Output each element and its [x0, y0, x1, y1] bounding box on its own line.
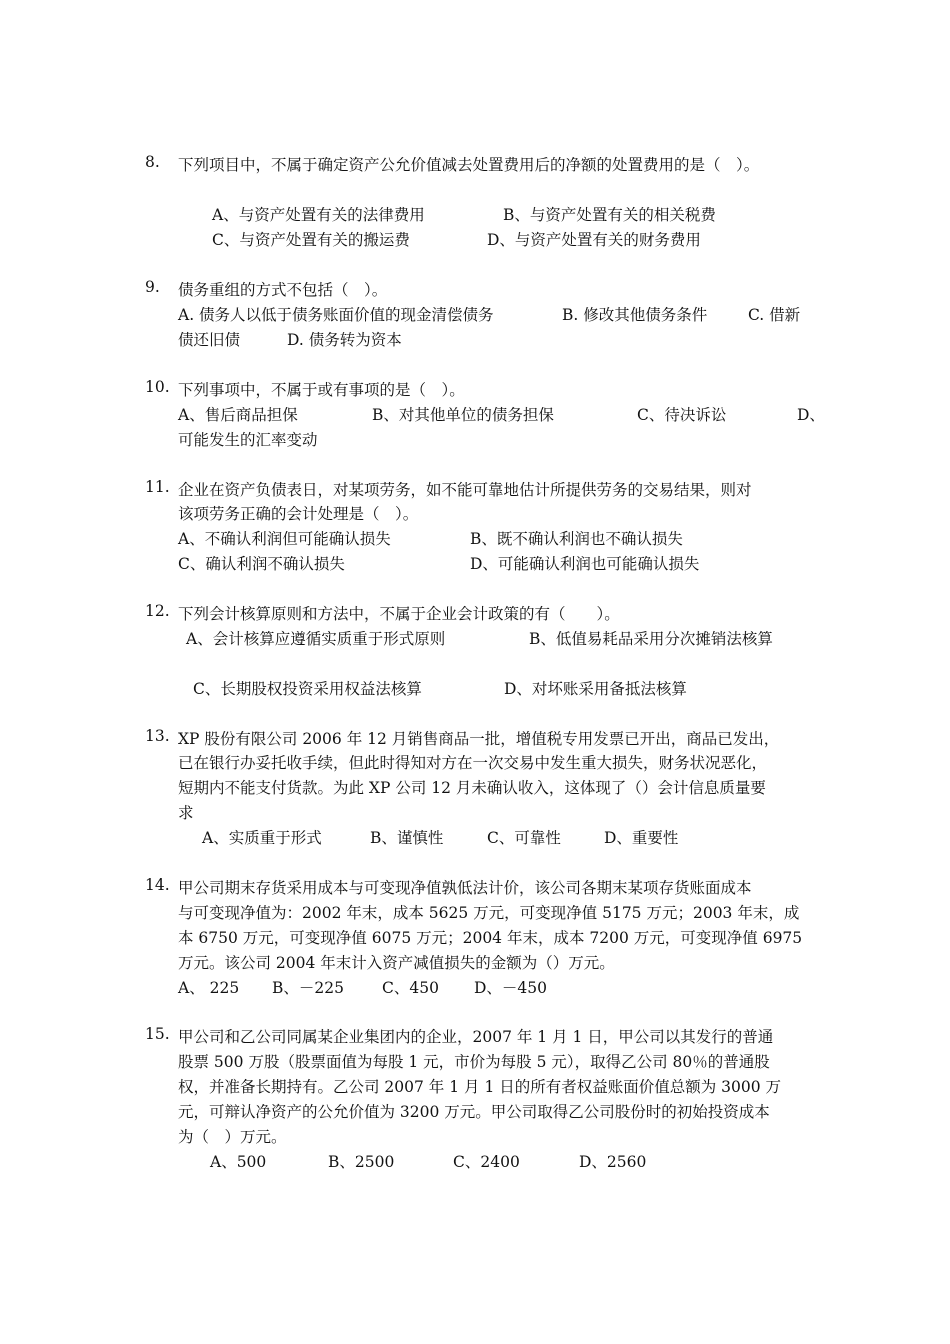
option-c: C、长期股权投资采用权益法核算 — [193, 680, 422, 698]
question-stem: 短期内不能支付货款。为此 XP 公司 12 月未确认收入，这体现了（）会计信息质量要 — [178, 779, 766, 797]
option-c-continued: 债还旧债 — [178, 331, 241, 349]
option-c: C、确认利润不确认损失 — [178, 555, 345, 573]
option-a: A、实质重于形式 — [202, 829, 322, 847]
question-stem: 甲公司期末存货采用成本与可变现净值孰低法计价，该公司各期末某项存货账面成本 — [178, 879, 752, 897]
question-number: 8. — [145, 153, 160, 171]
option-d: D. 债务转为资本 — [287, 331, 402, 349]
option-a: A、 225 — [178, 979, 240, 997]
question-stem: 为（ ）万元。 — [178, 1128, 287, 1146]
option-b: B、对其他单位的债务担保 — [372, 406, 554, 424]
option-b: B、2500 — [328, 1153, 395, 1171]
question-stem: 万元。该公司 2004 年末计入资产减值损失的金额为（）万元。 — [178, 954, 615, 972]
option-d: D、与资产处置有关的财务费用 — [487, 231, 701, 249]
option-a: A、与资产处置有关的法律费用 — [212, 206, 425, 224]
option-c: C、450 — [382, 979, 439, 997]
option-a: A、会计核算应遵循实质重于形式原则 — [186, 630, 446, 648]
question-number: 12. — [145, 602, 170, 620]
option-c: C. 借新 — [748, 306, 801, 324]
question-stem: 下列项目中，不属于确定资产公允价值减去处置费用后的净额的处置费用的是（ ）。 — [178, 156, 760, 174]
option-b: B. 修改其他债务条件 — [562, 306, 708, 324]
option-b: B、谨慎性 — [370, 829, 444, 847]
option-d: D、重要性 — [604, 829, 679, 847]
option-b: B、低值易耗品采用分次摊销法核算 — [529, 630, 773, 648]
option-c: C、与资产处置有关的搬运费 — [212, 231, 410, 249]
question-stem: 债务重组的方式不包括（ ）。 — [178, 281, 388, 299]
question-number: 14. — [145, 876, 170, 894]
question-number: 15. — [145, 1025, 170, 1043]
question-stem: 已在银行办妥托收手续，但此时得知对方在一次交易中发生重大损失，财务状况恶化， — [178, 754, 768, 772]
question-number: 11. — [145, 478, 170, 496]
question-stem: 企业在资产负债表日，对某项劳务，如不能可靠地估计所提供劳务的交易结果，则对 — [178, 481, 752, 499]
question-stem: 下列会计核算原则和方法中，不属于企业会计政策的有（ ）。 — [178, 605, 620, 623]
question-stem: 甲公司和乙公司同属某企业集团内的企业，2007 年 1 月 1 日，甲公司以其发行的普通 — [178, 1028, 774, 1046]
option-d: D、2560 — [579, 1153, 647, 1171]
option-d: D、可能确认利润也可能确认损失 — [470, 555, 700, 573]
question-stem: 求 — [178, 804, 194, 822]
question-stem: 下列事项中，不属于或有事项的是（ ）。 — [178, 381, 465, 399]
question-stem: 股票 500 万股（股票面值为每股 1 元，市价为每股 5 元），取得乙公司 80％的普通股 — [178, 1053, 770, 1071]
option-c: C、待决诉讼 — [637, 406, 727, 424]
question-stem: XP 股份有限公司 2006 年 12 月销售商品一批，增值税专用发票已开出，商品已发出， — [178, 730, 780, 748]
option-b: B、－225 — [272, 979, 344, 997]
question-stem: 权，并准备长期持有。乙公司 2007 年 1 月 1 日的所有者权益账面价值总额为 3000 万 — [178, 1078, 782, 1096]
option-a: A、500 — [210, 1153, 267, 1171]
option-d-continued: 可能发生的汇率变动 — [178, 431, 318, 449]
question-stem: 本 6750 万元，可变现净值 6075 万元；2004 年末，成本 7200 万元，可变现净值 6975 — [178, 929, 803, 947]
option-b: B、与资产处置有关的相关税费 — [503, 206, 716, 224]
question-number: 13. — [145, 727, 170, 745]
option-a: A、不确认利润但可能确认损失 — [178, 530, 391, 548]
option-a: A、售后商品担保 — [178, 406, 298, 424]
option-b: B、既不确认利润也不确认损失 — [470, 530, 683, 548]
question-stem: 元，可辩认净资产的公允价值为 3200 万元。甲公司取得乙公司股份时的初始投资成本 — [178, 1103, 770, 1121]
question-stem: 与可变现净值为：2002 年末，成本 5625 万元，可变现净值 5175 万元；2003 年末，成 — [178, 904, 800, 922]
option-d: D、－450 — [474, 979, 548, 997]
option-d: D、对坏账采用备抵法核算 — [504, 680, 687, 698]
option-a: A. 债务人以低于债务账面价值的现金清偿债务 — [178, 306, 494, 324]
option-c: C、2400 — [453, 1153, 520, 1171]
question-number: 9. — [145, 278, 160, 296]
question-stem: 该项劳务正确的会计处理是（ ）。 — [178, 505, 419, 523]
question-number: 10. — [145, 378, 170, 396]
option-d: D、 — [797, 406, 825, 424]
option-c: C、可靠性 — [487, 829, 561, 847]
